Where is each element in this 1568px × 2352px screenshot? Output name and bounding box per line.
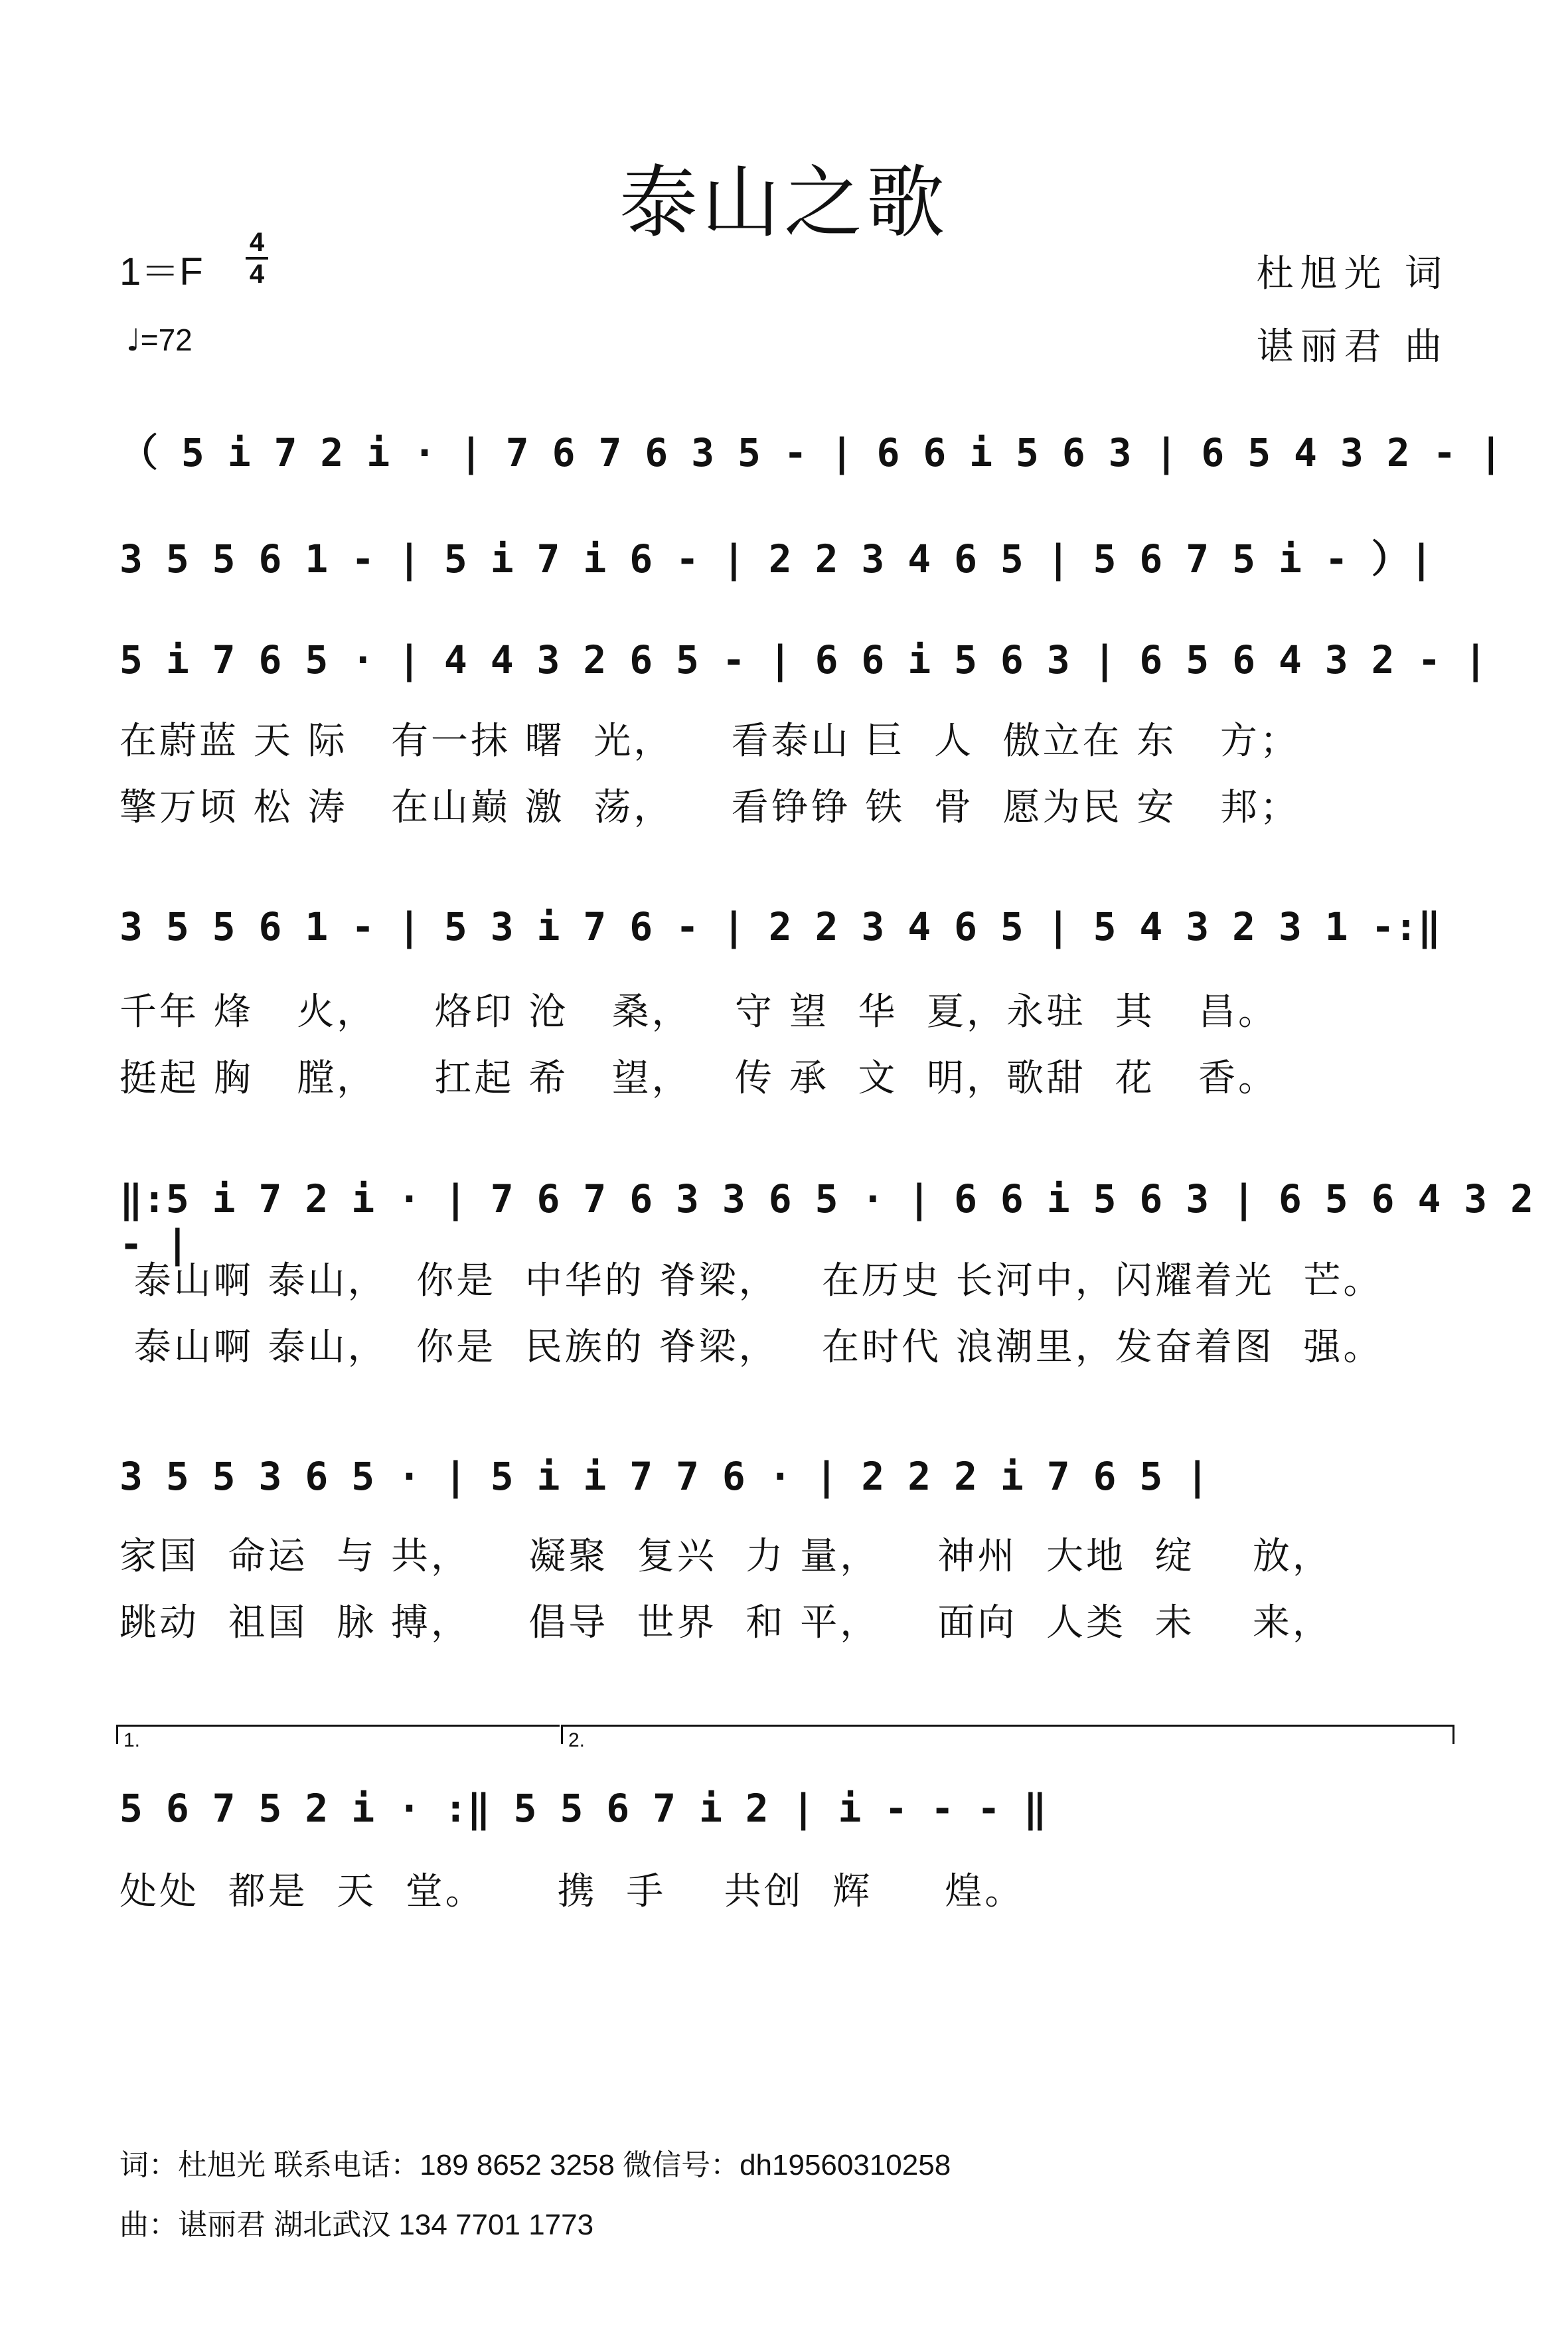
notation-row-6: 3 5 5 3 6 5 · | 5 i i 7 7 6 · | 2 2 2 i 7 6 5 | <box>119 1454 1210 1499</box>
tempo-value: =72 <box>140 323 193 357</box>
notation-row-3: 5 i 7 6 5 · | 4 4 3 2 6 5 - | 6 6 i 5 6 3 | 6 5 6 4 3 2 - | <box>119 637 1488 682</box>
lyric-row-5-verse-1: 泰山啊 泰山， 你是 中华的 脊梁， 在历史 长河中，闪耀着光 芒。 <box>119 1259 1383 1302</box>
lyric-row-4-verse-2: 挺起 胸 膛， 扛起 希 望， 传 承 文 明，歌甜 花 香。 <box>119 1057 1279 1100</box>
volta-bracket-1 <box>116 1725 560 1751</box>
volta-bracket-2 <box>561 1725 1454 1751</box>
lyric-row-6-verse-1: 家国 命运 与 共， 凝聚 复兴 力 量， 神州 大地 绽 放， <box>119 1535 1332 1578</box>
footer-lyricist-contact: 词：杜旭光 联系电话：189 8652 3258 微信号：dh19560310258 <box>119 2149 951 2181</box>
lyric-row-6-verse-2: 跳动 祖国 脉 搏， 倡导 世界 和 平， 面向 人类 未 来， <box>119 1601 1332 1644</box>
time-signature-top: 4 <box>249 228 265 257</box>
lyric-row-3-verse-2: 擎万顷 松 涛 在山巅 激 荡， 看铮铮 铁 骨 愿为民 安 邦； <box>119 786 1300 829</box>
lyricist-credit: 杜旭光 词 <box>1256 252 1449 294</box>
footer-composer-contact: 曲：谌丽君 湖北武汉 134 7701 1773 <box>119 2209 594 2241</box>
lyric-row-7: 处处 都是 天 堂。 携 手 共创 辉 煌。 <box>119 1870 1025 1913</box>
lyric-row-5-verse-2: 泰山啊 泰山， 你是 民族的 脊梁， 在时代 浪潮里，发奋着图 强。 <box>119 1326 1383 1369</box>
notation-row-5: ‖:5 i 7 2 i · | 7 6 7 6 3 3 6 5 · | 6 6 i 5 6 3 | 6 5 6 4 3 2 - | <box>119 1176 1534 1267</box>
volta-1-label: 1. <box>123 1729 141 1751</box>
notation-row-1: （ 5 i 7 2 i · | 7 6 7 6 3 5 - | 6 6 i 5 6 3 | 6 5 4 3 2 - | <box>119 430 1503 475</box>
time-signature <box>246 229 268 287</box>
lyric-row-3-verse-1: 在蔚蓝 天 际 有一抹 曙 光， 看泰山 巨 人 傲立在 东 方； <box>119 720 1300 763</box>
song-title: 泰山之歌 <box>619 157 949 248</box>
time-signature-bottom: 4 <box>249 260 265 289</box>
tempo-mark <box>126 322 193 358</box>
notation-row-2: 3 5 5 6 1 - | 5 i 7 i 6 - | 2 2 3 4 6 5 | 5 6 7 5 i - ）| <box>119 536 1433 582</box>
notation-row-7: 5 6 7 5 2 i · :‖ 5 5 6 7 i 2 | i - - - ‖ <box>119 1786 1047 1831</box>
key-signature: 1＝F <box>119 250 203 293</box>
notation-row-4: 3 5 5 6 1 - | 5 3 i 7 6 - | 2 2 3 4 6 5 | 5 4 3 2 3 1 -:‖ <box>119 904 1441 949</box>
lyric-row-4-verse-1: 千年 烽 火， 烙印 沧 桑， 守 望 华 夏，永驻 其 昌。 <box>119 990 1279 1034</box>
quarter-note-icon: ♩ <box>126 322 141 358</box>
composer-credit: 谌丽君 曲 <box>1256 325 1449 367</box>
volta-2-label: 2. <box>568 1729 586 1751</box>
